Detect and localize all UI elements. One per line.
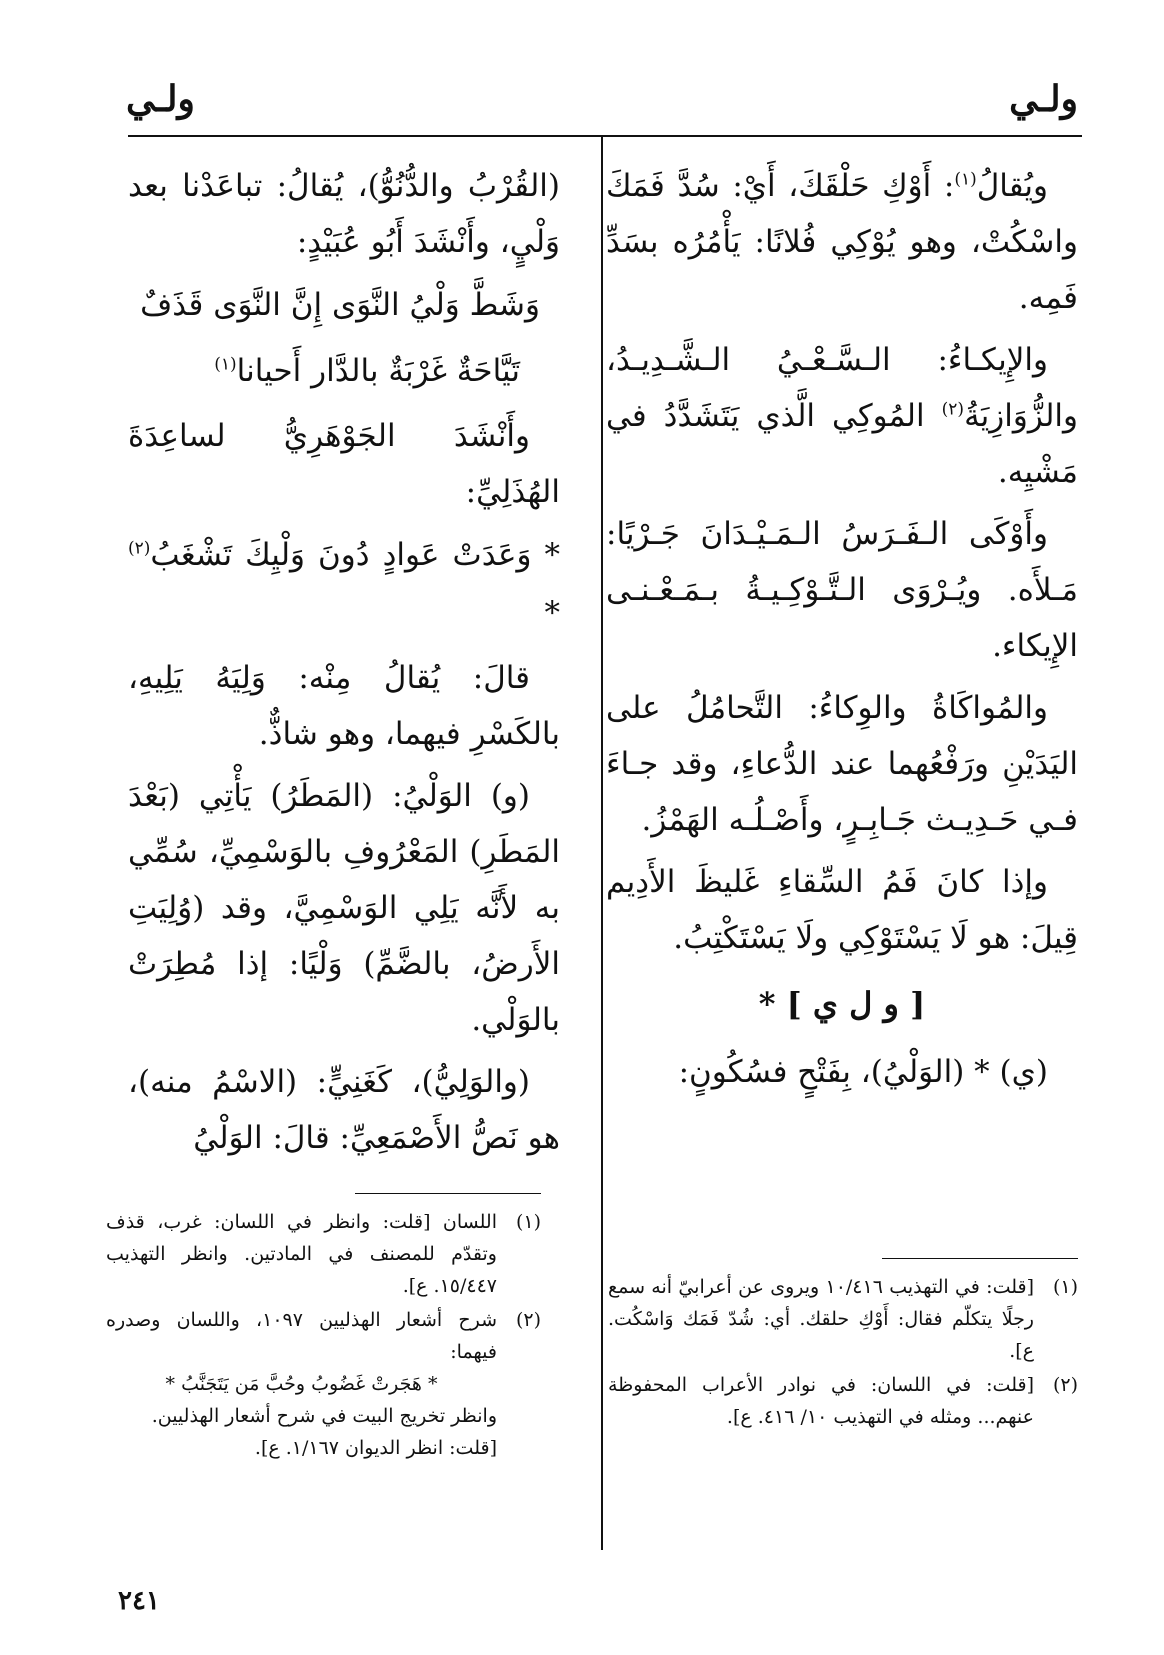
verse-line [128,342,560,400]
running-head-right: ولـي [1009,78,1078,120]
paragraph-text: ويُقالُ [976,168,1048,204]
entry-paragraph [606,506,1078,674]
right-column [606,158,1078,1106]
paragraph-text: والمُواكَاةُ والوِكاءُ: التَّحامُلُ على اليَدَيْنِ ورَفْعُهما عند الدُّعاءِ، وقد جـاءَ فـي حَـدِيـث جَـابِـرٍ، وأَصْـلُـه الهَمْزُ. [606,690,1078,838]
entry-paragraph [606,332,1078,500]
column-divider [601,137,603,1550]
verse-line [128,526,560,642]
paragraph-text: والإِيكـاءُ: الـسَّـعْـيُ الـشَّـدِيـدُ، والزُّوَازِيَةُ [606,342,1078,434]
entry-paragraph: وأَنْشَدَ الجَوْهَرِيُّ لساعِدَةَ الهُذَلِيِّ: [128,418,560,510]
paragraph-text: وأَوْكَى الـفَـرَسُ الـمَـيْـدَانَ جَـرْيًا: مَـلأَه. ويُـرْوَى الـتَّـوْكِـيـةُ بـمَـعْـنـى الإِيكاء. [606,516,1078,664]
verse-line: وَشَطَّ وَلْيُ النَّوَى إِنَّ النَّوَى قَذَفٌ [140,287,540,323]
entry-paragraph [606,680,1078,848]
paragraph-text: : أَوْكِ حَلْقَكَ، أَيْ: سُدَّ فَمَكَ واسْكُتْ، وهو يُوْكِي فُلانًا: يَأْمُرُه بسَدِّ فَمِه. [606,168,1078,316]
footnote-text: [قلت: انظر الديوان ١/١٦٧. ع]. [254,1437,497,1459]
entry-paragraph: (والوَلِيُّ)، كَغَنِيٍّ: (الاسْمُ منه)، هو نَصُّ الأَصْمَعِيِّ: قالَ: الوَلْيُ [128,1064,560,1156]
footnote-number: (٢) [515,1309,541,1331]
verse-text: * [544,595,560,631]
verse-text: تَيَّاحَةٌ غَرْبَةٌ بالدَّار أَحيانا [236,353,520,389]
footnote [106,1304,541,1464]
footnote-marker: (٢) [941,399,965,420]
footnote-text: [قلت: في التهذيب ١٠/٤١٦ ويروى عن أعرابيّ أنه سمع رجلًا يتكلّم فقال: أَوْكِ حلقك. أي: شُدّ فَمَك وَاسْكُت. ع]. [608,1276,1035,1362]
footnote-number: (١) [515,1211,541,1233]
entry-paragraph: قالَ: يُقالُ مِنْه: وَلِيَهُ يَلِيهِ، بالكَسْرِ فيهما، وهو شاذٌّ. [128,660,560,752]
root-headword: [ و ل ي ] * [758,985,926,1023]
paragraph-text: وإذا كانَ فَمُ السِّقاءِ غَليظَ الأَدِيم قِيلَ: هو لَا يَسْتَوْكِي ولَا يَسْتَكْتِبُ. [606,864,1078,956]
footnotes-right [608,1271,1078,1435]
footnote-text: اللسان [قلت: وانظر في اللسان: غرب، قذف وتقدّم للمصنف في المادتين. وانظر التهذيب ١٥/٤٤٧. ع]. [106,1211,497,1297]
verse-text: * وَعَدَتْ عَوادٍ دُونَ وَلْيِكَ تَشْغَبُ [150,537,560,573]
left-column [128,158,560,1172]
footnote-text: شرح أشعار الهذليين ١٠٩٧، واللسان وصدره فيهما: [106,1309,497,1363]
header-rule [128,135,1082,137]
entry-paragraph: (ي) * (الوَلْيُ)، بِفَتْحٍ فسُكُونٍ: [678,1054,1048,1090]
footnote-rule-right [882,1258,1078,1259]
entry-paragraph [606,854,1078,966]
footnote [608,1369,1078,1433]
running-head-left: ولـي [126,78,195,120]
footnote-verse: * هَجَرتْ غَضُوبُ وحُبَّ مَن يَتَجَنَّبُ * [165,1373,438,1395]
paragraph-text: المُوكِي الَّذي يَتَشَدَّدُ في مَشْيِه. [606,398,1078,490]
entry-paragraph: (القُرْبُ والدُّنُوُّ)، يُقالُ: تباعَدْنا بعد وَلْيٍ، وأَنْشَدَ أَبُو عُبَيْدٍ: [128,168,560,260]
footnote-marker: (١) [214,354,237,375]
entry-paragraph: (و) الوَلْيُ: (المَطَرُ) يَأْتِي (بَعْدَ المَطَرِ) المَعْرُوفِ بالوَسْمِيِّ، سُمِّي به لأَنَّه يَلِي الوَسْمِيَّ، وقد (وُلِيَتِ الأَرضُ، بالضَّمِّ) وَلْيًا: إذا مُطِرَتْ بالوَلْي. [128,778,560,1038]
footnote-marker: (٢) [128,538,151,559]
footnote-rule-left [355,1193,541,1194]
footnote [608,1271,1078,1367]
page-number: ٢٤١ [118,1586,160,1616]
footnote-text: وانظر تخريج البيت في شرح أشعار الهذليين. [151,1405,497,1427]
footnote-number: (٢) [1052,1374,1078,1396]
footnotes-left [106,1206,541,1466]
entry-paragraph [606,158,1078,326]
footnote-number: (١) [1052,1276,1078,1298]
footnote-marker: (١) [954,169,977,190]
footnote-text: [قلت: في اللسان: في نوادر الأعراب المحفوظة عنهم... ومثله في التهذيب ١٠/ ٤١٦. ع]. [608,1374,1034,1428]
footnote [106,1206,541,1302]
